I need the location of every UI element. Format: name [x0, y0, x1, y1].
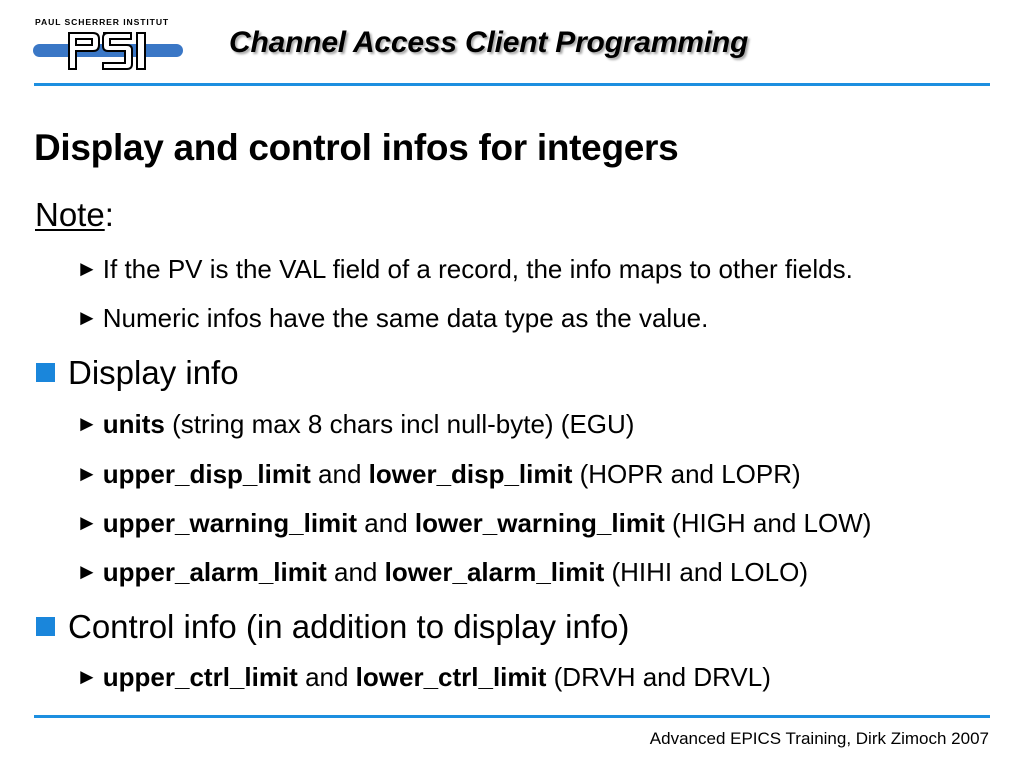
field-name: upper_ctrl_limit [102, 662, 298, 692]
triangle-bullet-icon: ► [76, 510, 98, 535]
field-connector: and [326, 557, 385, 587]
field-desc: (HOPR and LOPR) [572, 459, 801, 489]
field-name: units [102, 409, 165, 439]
top-divider [34, 83, 990, 86]
control-info-bullet [36, 608, 629, 646]
field-desc: (HIHI and LOLO) [604, 557, 808, 587]
slide-heading: Display and control infos for integers [34, 127, 679, 168]
psi-logo [33, 16, 183, 74]
field-desc: (DRVH and DRVL) [546, 662, 771, 692]
field-name: lower_alarm_limit [384, 557, 605, 587]
logo-institute-text: PAUL SCHERRER INSTITUT [35, 17, 170, 27]
display-info-label: Display info [68, 354, 239, 391]
note-label: Note [35, 196, 105, 233]
square-bullet-icon [36, 363, 55, 382]
field-name: upper_disp_limit [102, 459, 311, 489]
psi-logo-graphic [33, 16, 183, 74]
note-colon: : [104, 196, 114, 233]
field-connector: and [310, 459, 369, 489]
field-name: lower_warning_limit [414, 508, 665, 538]
display-item [76, 409, 634, 440]
field-name: upper_warning_limit [102, 508, 358, 538]
triangle-bullet-icon: ► [76, 305, 98, 330]
note-label-line [35, 196, 114, 234]
bottom-divider [34, 715, 990, 718]
field-desc: (string max 8 chars incl null-byte) (EGU) [164, 409, 635, 439]
note-item [76, 303, 708, 334]
field-desc: (HIGH and LOW) [664, 508, 872, 538]
triangle-bullet-icon: ► [76, 664, 98, 689]
field-name: upper_alarm_limit [102, 557, 327, 587]
display-item [76, 459, 801, 490]
triangle-bullet-icon: ► [76, 461, 98, 486]
footer-credit: Advanced EPICS Training, Dirk Zimoch 2007 [649, 729, 989, 748]
square-bullet-icon [36, 617, 55, 636]
control-item [76, 662, 771, 693]
field-name: lower_ctrl_limit [355, 662, 547, 692]
triangle-bullet-icon: ► [76, 256, 98, 281]
triangle-bullet-icon: ► [76, 411, 98, 436]
triangle-bullet-icon: ► [76, 559, 98, 584]
display-item [76, 508, 871, 539]
display-item [76, 557, 808, 588]
field-connector: and [357, 508, 415, 538]
note-item-text: If the PV is the VAL field of a record, the info maps to other fields. [102, 254, 853, 284]
control-info-label: Control info (in addition to display info) [68, 608, 630, 645]
note-item [76, 254, 853, 285]
display-info-bullet [36, 354, 239, 392]
field-connector: and [297, 662, 356, 692]
header-title: Channel Access Client Programming [229, 26, 749, 59]
note-item-text: Numeric infos have the same data type as the value. [102, 303, 709, 333]
field-name: lower_disp_limit [368, 459, 573, 489]
